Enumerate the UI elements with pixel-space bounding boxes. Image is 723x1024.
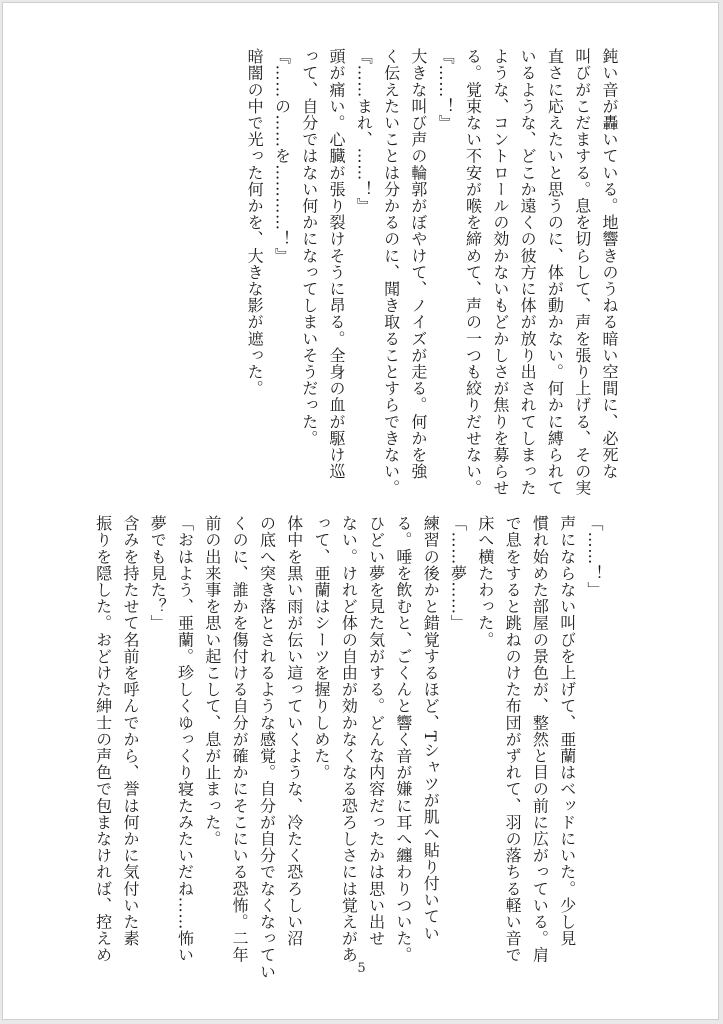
- text-line: って、自分ではない何かになってしまいそうだった。: [299, 48, 319, 447]
- text-line: 声にならない叫びを上げて、亜蘭はベッドにいた。少し見: [557, 515, 577, 947]
- text-line: 直さに応えたいと思うのに、体が動かない。何かに縛られて: [545, 48, 565, 497]
- text-line: 「おはよう、亜蘭。珍しくゆっくり寝たみたいだね……怖い: [175, 515, 195, 964]
- text-line: 前の出来事を思い起こして、息が止まった。: [202, 515, 222, 847]
- text-line: 鈍い音が轟いている。地響きのうねる暗い空間に、必死な: [600, 48, 619, 480]
- text-line: 夢でも見た？」: [148, 515, 168, 632]
- text-line: 振りを隠した。おどけた紳士の声色で包まなければ、控えめ: [93, 515, 113, 964]
- text-line: 『……！』: [436, 48, 456, 131]
- text-line: ひどい夢を見た気がする。どんな内容だったかは思い出せ: [366, 515, 386, 947]
- text-line: の底へ突き落とされるような感覚。自分が自分でなくなってい: [257, 515, 277, 980]
- text-line: 慣れ始めた部屋の景色が、整然と目の前に広がっている。肩: [530, 515, 550, 964]
- document-page: [2, 2, 719, 1020]
- text-block-bottom: [93, 515, 608, 980]
- text-line: 頭が痛い。心臓が張り裂けそうに昂る。全身の血が駆け巡: [327, 48, 347, 480]
- text-line: 『……まれ、……！』: [354, 48, 374, 214]
- text-line: 「……！」: [585, 515, 604, 598]
- text-block-top: [213, 48, 623, 497]
- text-line: 大きな叫び声の輪郭がぼやけて、ノイズが走る。何かを強: [408, 48, 428, 480]
- text-line: 「……夢……」: [448, 515, 468, 632]
- text-line: 床へ横たわった。: [475, 515, 495, 648]
- text-line: 体中を黒い雨が伝い這っていくような、冷たく恐ろしい沼: [284, 515, 304, 947]
- text-line: 叫びがこだまする。息を切らして、声を張り上げる、その実: [572, 48, 592, 497]
- text-line: いるような、どこか遠くの彼方に体が放り出されてしまった: [518, 48, 538, 497]
- text-line: 暗闇の中で光った何かを、大きな影が遮った。: [245, 48, 265, 397]
- page-number: 5: [357, 961, 366, 976]
- text-line: ない。けれど体の自由が効かなくなる恐ろしさには覚えがあ: [339, 515, 359, 964]
- text-line: 含みを持たせて名前を呼んでから、誉は何かに気付いた素: [120, 515, 140, 947]
- text-line: ような、コントロールの効かないもどかしさが焦りを募らせ: [490, 48, 510, 497]
- text-line: 『……の……を…………！』: [272, 48, 292, 264]
- text-line: る。唾を飲むと、ごくんと響く音が嫌に耳へ纏わりついた。: [393, 515, 413, 964]
- text-line: くのに、誰かを傷付ける自分が確かにそこにいる恐怖。二年: [230, 515, 250, 964]
- text-line: く伝えたいことは分かるのに、聞き取ることすらできない。: [381, 48, 401, 497]
- text-line: 練習の後かと錯覚するほど、Tシャツが肌へ貼り付いてい: [421, 515, 441, 942]
- text-line: って、亜蘭はシーツを握りしめた。: [312, 515, 332, 781]
- text-line: る。覚束ない不安が喉を締めて、声の一つも絞りだせない。: [463, 48, 483, 497]
- text-line: で息をすると跳ねのけた布団がずれて、羽の落ちる軽い音で: [503, 515, 523, 964]
